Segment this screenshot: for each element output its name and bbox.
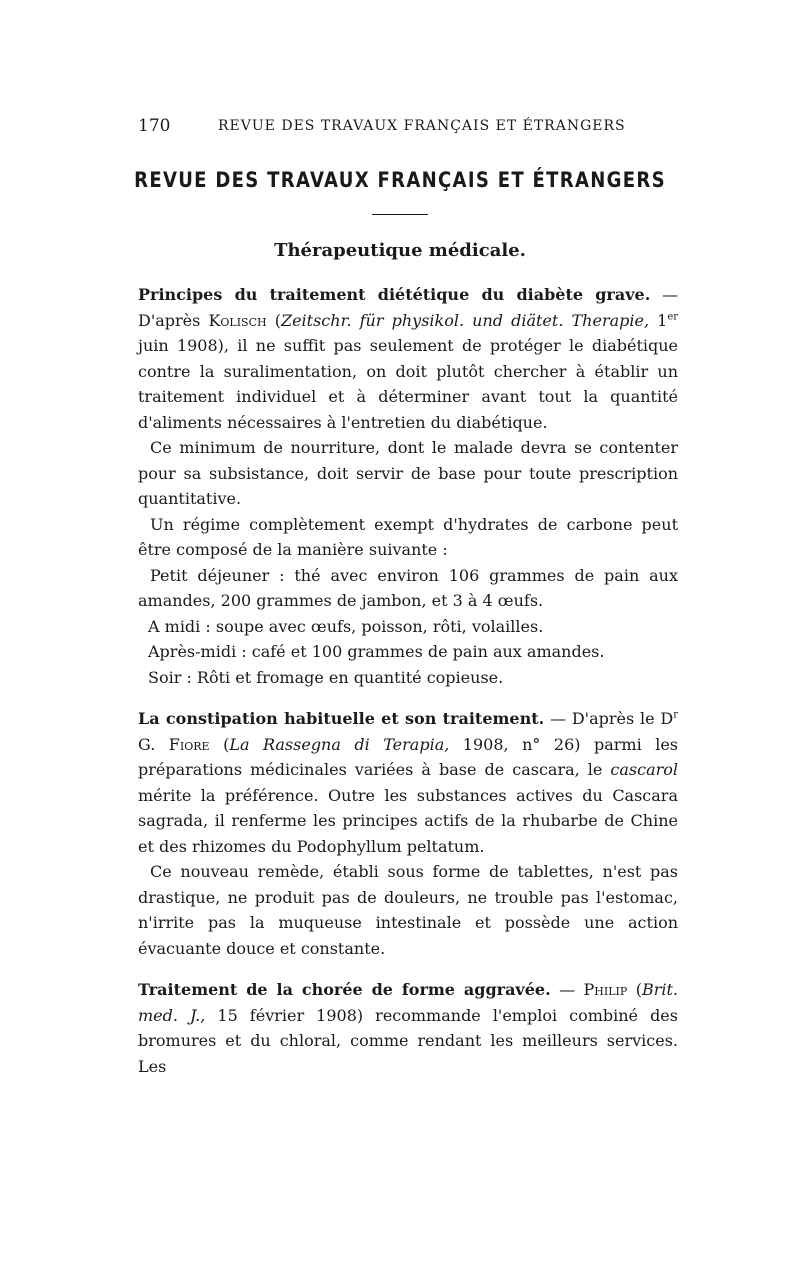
page-number: 170 [138,116,171,136]
running-header [138,116,678,136]
section-heading: Thérapeutique médicale. [274,240,526,261]
article-title: Traitement de la chorée de forme aggravée. [138,980,551,999]
paragraph: Ce nouveau remède, établi sous forme de tablettes, n'est pas drastique, ne produit pas de douleurs, ne trouble pas l'estomac, n'irrite pas la muqueuse intestinale et possède une action évacuante douce et constante. [138,862,678,958]
main-title: REVUE DES TRAVAUX FRANÇAIS ET ÉTRANGERS [134,168,666,192]
author-name: Kolisch [208,310,267,330]
article-title: Principes du traitement diététique du diabète grave. [138,285,651,304]
author-name: Fiore [168,734,210,754]
diet-line: A midi : soupe avec œufs, poisson, rôti, volailles. [148,616,544,636]
article-diabete [138,282,678,690]
paragraph: Ce minimum de nourriture, dont le malade devra se contenter pour sa subsistance, doit servir de base pour toute prescription quantitative. [138,438,678,508]
running-title: REVUE DES TRAVAUX FRANÇAIS ET ÉTRANGERS [218,118,626,134]
italic-term: cascarol [610,760,678,779]
author-name: Philip [583,980,628,999]
paragraph: La constipation habituelle et son traitement. — D'après le $D^r$ G. Fiore (La Rassegna di Terapia, 1908, n° 26) parmi les préparations médicinales variées à base de cascara, le cascarol mérite la préférence. Outre les substances actives du Cascara sagrada, il renferme les principes actifs de la rhubarbe de Chine et des rhizomes du Podophyllum peltatum. [138,709,679,856]
paragraph: Traitement de la chorée de forme aggravée. — Philip (Brit. med. J., 15 février 1908) recommande l'emploi combiné des bromures et du chloral, comme rendant les meilleurs services. Les [138,980,679,1076]
diet-line: Soir : Rôti et fromage en quantité copieuse. [148,667,504,687]
diet-line: Petit déjeuner : thé avec environ 106 grammes de pain aux amandes, 200 grammes de jambon, et 3 à 4 œufs. [138,565,678,610]
diet-line: Après-midi : café et 100 grammes de pain aux amandes. [148,642,605,661]
article-choree [138,977,678,1079]
source-citation: Zeitschr. für physikol. und diätet. Therapie, [280,310,650,330]
paragraph: Principes du traitement diététique du diabète grave. — D'après Kolisch (Zeitschr. für physikol. und diätet. Therapie, 1er juin 1908), il ne suffit pas seulement de protéger le diabétique contre la suralimentation, on doit plutôt chercher à établir un traitement individuel et à déterminer avant tout la quantité d'aliments nécessaires à l'entretien du diabétique. [138,285,679,432]
title-divider [372,214,428,215]
article-title: La constipation habituelle et son traitement. [138,709,545,728]
source-citation: La Rassegna di Terapia, [229,734,450,754]
body-text [138,282,678,1095]
source-citation: Brit. med. J., [138,980,679,1025]
paragraph: Un régime complètement exempt d'hydrates de carbone peut être composé de la manière suivante : [138,514,678,559]
article-constipation [138,706,678,961]
